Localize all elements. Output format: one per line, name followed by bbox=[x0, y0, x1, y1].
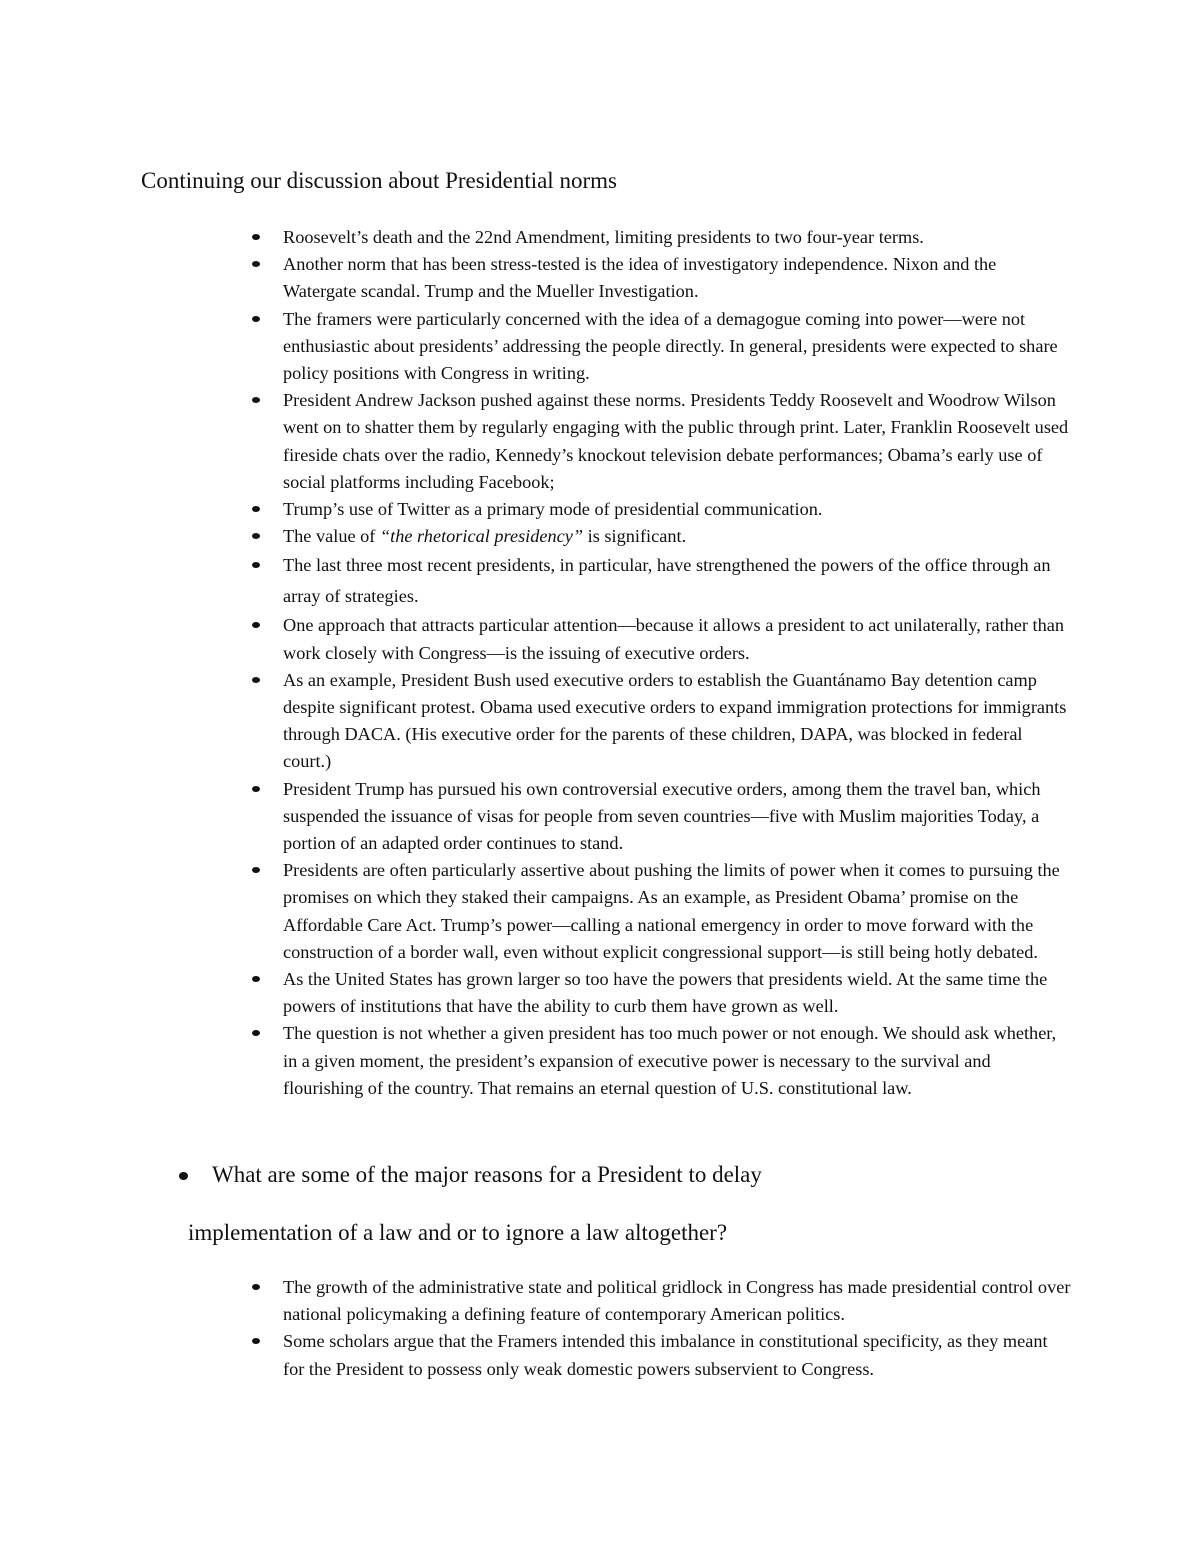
list-item: The question is not whether a given president has too much power or not enough. We should ask whether, in a given moment, the president’s expansion of executive power is necessary to the survival and flourishing of the country. That remains an eternal question of U.S. constitutional law. bbox=[283, 1020, 1073, 1102]
list-item: Roosevelt’s death and the 22nd Amendment, limiting presidents to two four-year terms. bbox=[283, 224, 1073, 251]
list-item: One approach that attracts particular attention—because it allows a president to act unilaterally, rather than work closely with Congress—is the issuing of executive orders. bbox=[283, 612, 1073, 666]
list-item: Trump’s use of Twitter as a primary mode of presidential communication. bbox=[283, 496, 1073, 523]
reasons-bullet-list bbox=[283, 1274, 1073, 1383]
list-item: Presidents are often particularly assertive about pushing the limits of power when it comes to pursuing the promises on which they staked their campaigns. As an example, as President Obama’ promise on the Affordable Care Act. Trump’s power—calling a national emergency in order to move forward with the construction of a border wall, even without explicit congressional support—is still being hotly debated. bbox=[283, 857, 1073, 966]
question-bullet bbox=[179, 1172, 188, 1180]
list-item-emphasis: “the rhetorical presidency” bbox=[379, 526, 584, 547]
norms-bullet-list bbox=[283, 224, 1073, 1102]
question-line-2: implementation of a law and or to ignore a law altogether? bbox=[188, 1220, 728, 1245]
page-title: Continuing our discussion about Presidential norms bbox=[141, 168, 617, 193]
list-item: Another norm that has been stress-tested is the idea of investigatory independence. Nixon and the Watergate scandal. Trump and the Mueller Investigation. bbox=[283, 251, 1073, 305]
list-item: President Andrew Jackson pushed against these norms. Presidents Teddy Roosevelt and Woodrow Wilson went on to shatter them by regularly engaging with the public through print. Later, Franklin Roosevelt used fireside chats over the radio, Kennedy’s knockout television debate performances; Obama’s early use of social platforms including Facebook; bbox=[283, 387, 1073, 496]
list-item bbox=[283, 523, 1073, 550]
question-line-1: What are some of the major reasons for a President to delay bbox=[212, 1162, 762, 1187]
list-item: As an example, President Bush used executive orders to establish the Guantánamo Bay detention camp despite significant protest. Obama used executive orders to expand immigration protections for immigrants through DACA. (His executive order for the parents of these children, DAPA, was blocked in federal court.) bbox=[283, 667, 1073, 776]
list-item-prefix: The value of bbox=[283, 526, 380, 547]
list-item: President Trump has pursued his own controversial executive orders, among them the travel ban, which suspended the issuance of visas for people from seven countries—five with Muslim majorities Today, a portion of an adapted order continues to stand. bbox=[283, 776, 1073, 858]
list-item: The last three most recent presidents, in particular, have strengthened the powers of the office through an array of strategies. bbox=[283, 550, 1073, 612]
list-item: The growth of the administrative state and political gridlock in Congress has made presidential control over national policymaking a defining feature of contemporary American politics. bbox=[283, 1274, 1073, 1328]
list-item-suffix: is significant. bbox=[583, 526, 687, 547]
list-item: The framers were particularly concerned with the idea of a demagogue coming into power—were not enthusiastic about presidents’ addressing the people directly. In general, presidents were expected to share policy positions with Congress in writing. bbox=[283, 306, 1073, 388]
list-item: Some scholars argue that the Framers intended this imbalance in constitutional specificity, as they meant for the President to possess only weak domestic powers subservient to Congress. bbox=[283, 1328, 1073, 1382]
list-item: As the United States has grown larger so too have the powers that presidents wield. At the same time the powers of institutions that have the ability to curb them have grown as well. bbox=[283, 966, 1073, 1020]
